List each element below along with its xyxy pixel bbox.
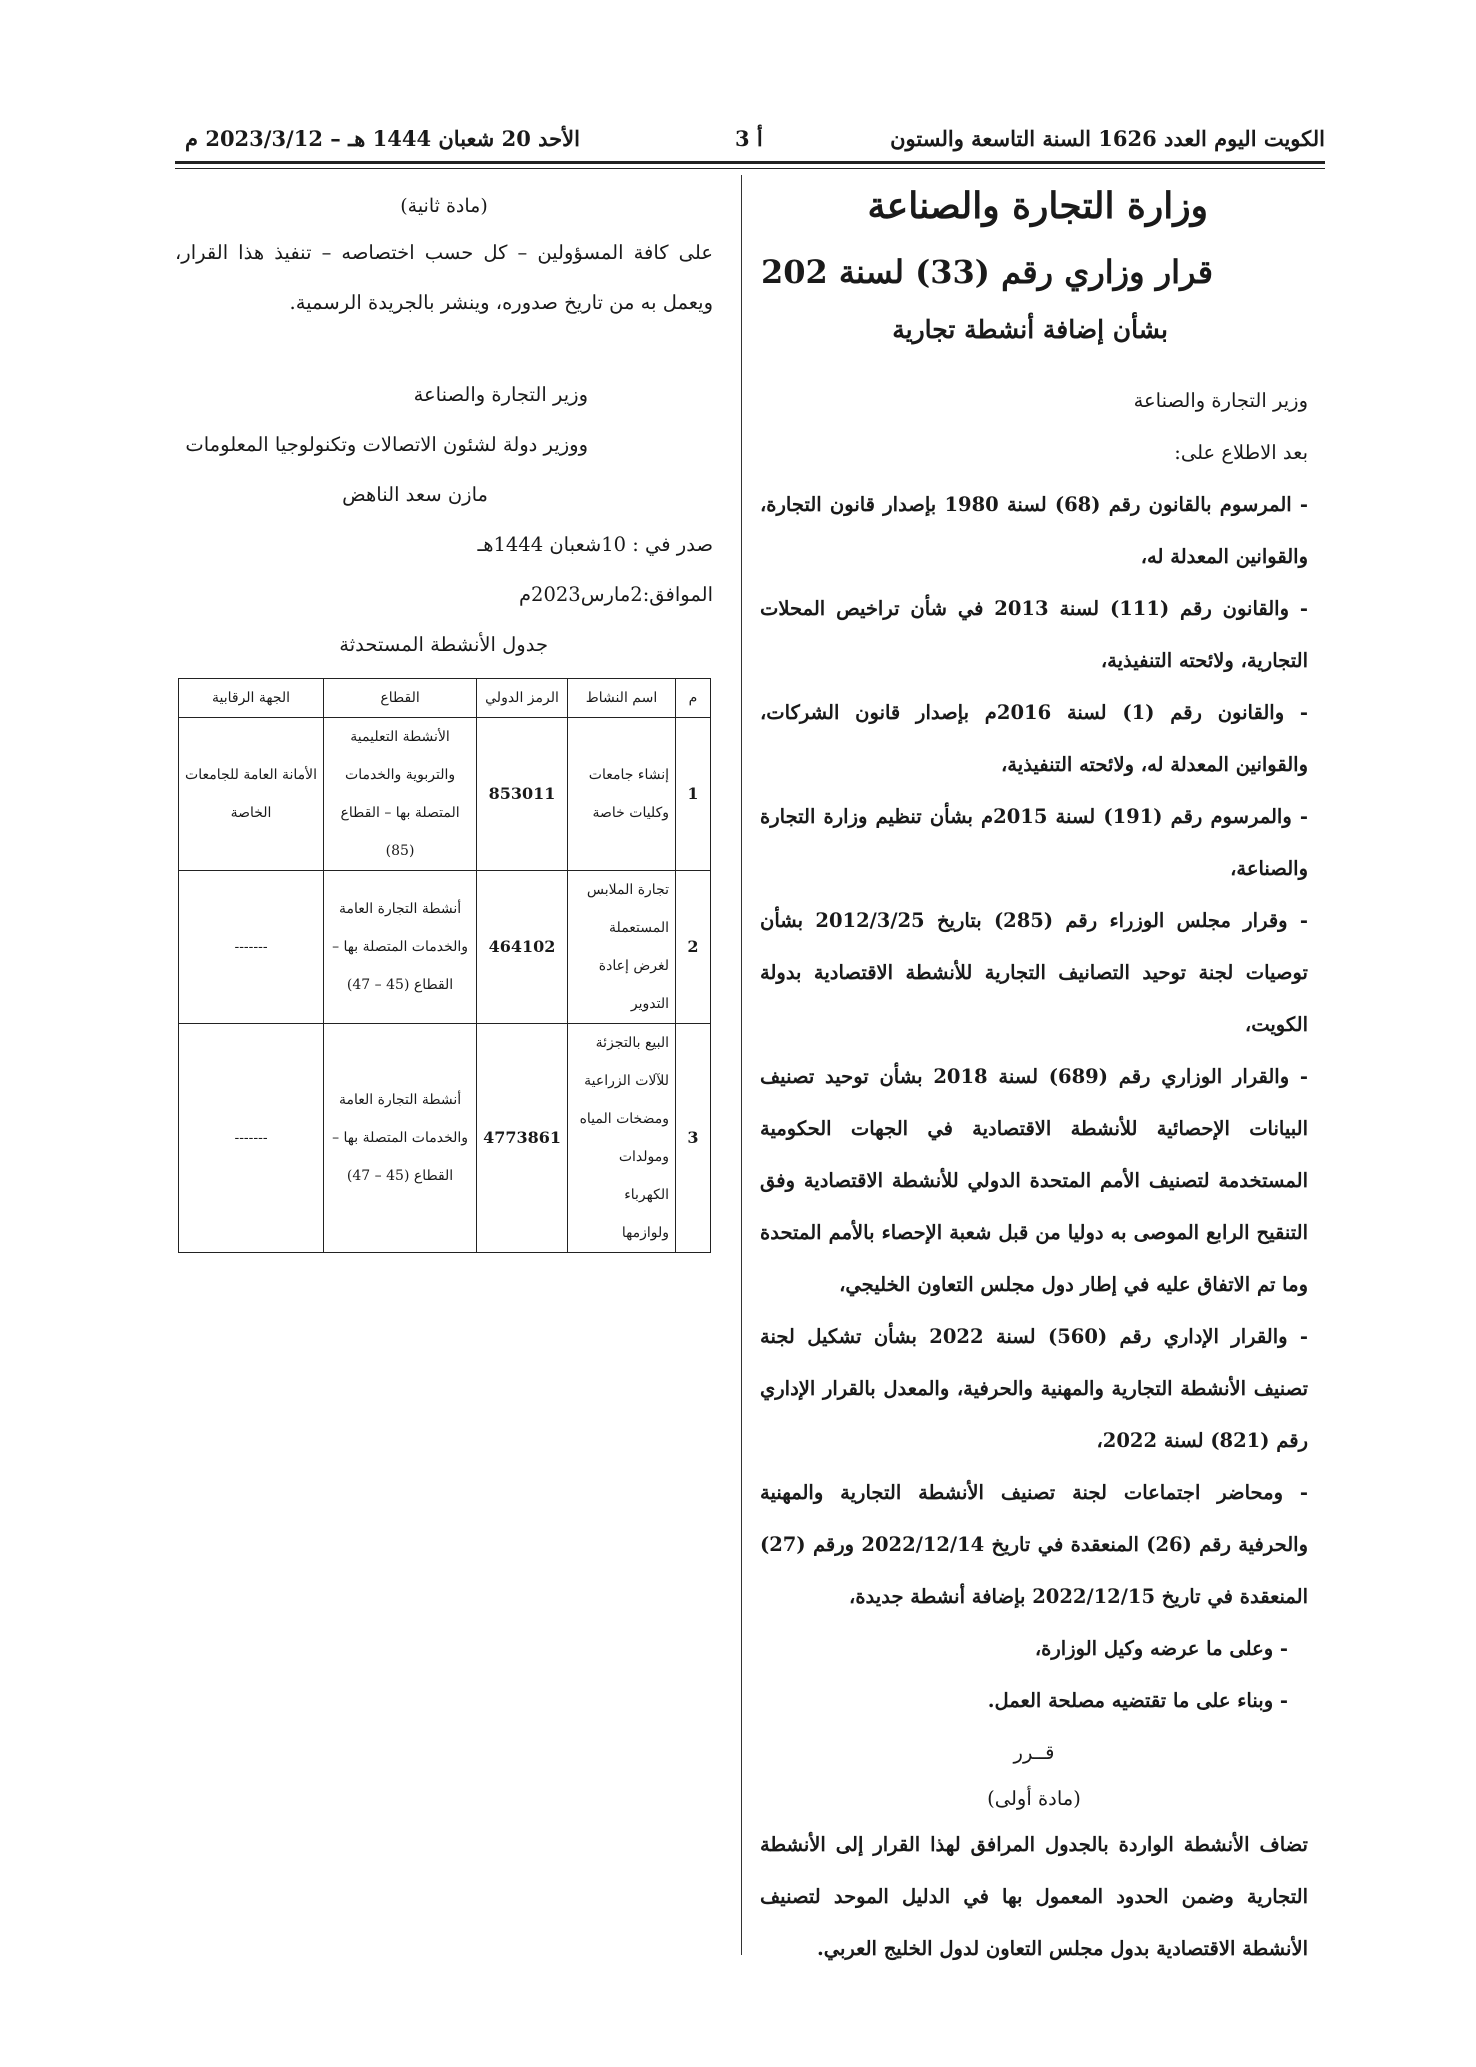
- table-header-cell: القطاع: [324, 679, 477, 718]
- preamble-item: - المرسوم بالقانون رقم (68) لسنة 1980 بإصدار قانون التجارة، والقوانين المعدلة له،: [760, 493, 1308, 568]
- table-header-cell: الرمز الدولي: [477, 679, 568, 718]
- article2-body: على كافة المسؤولين – كل حسب اختصاصه – تنفيذ هذا القرار، ويعمل به من تاريخ صدوره، وينشر بالجريدة الرسمية.: [175, 241, 713, 314]
- preamble-item: - والقانون رقم (111) لسنة 2013 في شأن تراخيص المحلات التجارية، ولائحته التنفيذية،: [760, 597, 1308, 672]
- preamble-item: - وعلى ما عرضه وكيل الوزارة،: [1034, 1637, 1288, 1660]
- preamble-item: - وقرار مجلس الوزراء رقم (285) بتاريخ 2012/3/25 بشأن توصيات لجنة توحيد التصانيف التجارية للأنشطة الاقتصادية بدولة الكويت،: [760, 909, 1309, 1036]
- preamble-item: - ومحاضر اجتماعات لجنة تصنيف الأنشطة التجارية والمهنية والحرفية رقم (26) المنعقدة في تاريخ 2022/12/14 ورقم (27) المنعقدة في تاريخ 2022/12/15 بإضافة أنشطة جديدة،: [760, 1481, 1308, 1608]
- table-title: جدول الأنشطة المستحدثة: [339, 633, 548, 656]
- activity-code: 853011: [477, 718, 568, 871]
- minister-line: وزير التجارة والصناعة: [1133, 389, 1308, 412]
- preamble-item: - والقرار الوزاري رقم (689) لسنة 2018 بشأن توحيد تصنيف البيانات الإحصائية للأنشطة الاقتصادية في الجهات الحكومية المستخدمة لتصنيف الأمم المتحدة الدولي للأنشطة الاقتصادية وفق التنقيح الرابع الموصى به دوليا من قبل شعبة الإحصاء بالأمم المتحدة وما تم الاتفاق عليه في إطار دول مجلس التعاون الخليجي،: [760, 1065, 1308, 1296]
- header-rule-thin: [175, 168, 1325, 169]
- row-number: 1: [676, 718, 711, 871]
- table-row: [179, 718, 711, 871]
- table-header-cell: اسم النشاط: [568, 679, 676, 718]
- decree-subject: بشأن إضافة أنشطة تجارية: [892, 315, 1168, 344]
- decree-title: قرار وزاري رقم (33) لسنة 202: [760, 253, 1213, 291]
- corresponding-date: الموافق:2مارس2023م: [518, 583, 713, 606]
- decided-heading: قــرر: [1013, 1741, 1055, 1764]
- header-date: الأحد 20 شعبان 1444 هـ – 2023/3/12 م: [185, 126, 580, 151]
- preamble-item: - وبناء على ما تقتضيه مصلحة العمل.: [987, 1689, 1288, 1712]
- activity-name: تجارة الملابس المستعملة لغرض إعادة التدوير: [568, 871, 676, 1024]
- header-rule-thick: [175, 161, 1325, 164]
- signature-title-1: وزير التجارة والصناعة: [413, 383, 588, 406]
- page-header: [175, 118, 1325, 160]
- row-number: 3: [676, 1024, 711, 1253]
- signature-title-2: ووزير دولة لشئون الاتصالات وتكنولوجيا المعلومات: [185, 433, 588, 456]
- regulatory-body: -------: [179, 1024, 324, 1253]
- activity-name: البيع بالتجزئة للآلات الزراعية ومضخات المياه ومولدات الكهرباء ولوازمها: [568, 1024, 676, 1253]
- activity-sector: الأنشطة التعليمية والتربوية والخدمات المتصلة بها – القطاع (85): [324, 718, 477, 871]
- preamble-item: - والقانون رقم (1) لسنة 2016م بإصدار قانون الشركات، والقوانين المعدلة له، ولائحته التنفيذية،: [760, 701, 1308, 776]
- column-divider: [741, 175, 742, 1955]
- after-review-line: بعد الاطلاع على:: [1174, 441, 1308, 464]
- activity-sector: أنشطة التجارة العامة والخدمات المتصلة بها – القطاع (45 – 47): [324, 871, 477, 1024]
- table-header-cell: الجهة الرقابية: [179, 679, 324, 718]
- article1-body: تضاف الأنشطة الواردة بالجدول المرافق لهذا القرار إلى الأنشطة التجارية وضمن الحدود المعمول بها في الدليل الموحد لتصنيف الأنشطة الاقتصادية بدول مجلس التعاون لدول الخليج العربي.: [760, 1833, 1308, 1960]
- ministry-heading: وزارة التجارة والصناعة: [867, 185, 1208, 227]
- article1-title: (مادة أولى): [987, 1787, 1081, 1810]
- table-header-row: [179, 679, 711, 718]
- activity-sector: أنشطة التجارة العامة والخدمات المتصلة بها – القطاع (45 – 47): [324, 1024, 477, 1253]
- activity-name: إنشاء جامعات وكليات خاصة: [568, 718, 676, 871]
- preamble-item: - والمرسوم رقم (191) لسنة 2015م بشأن تنظيم وزارة التجارة والصناعة،: [760, 805, 1308, 880]
- table-row: [179, 871, 711, 1024]
- right-column: [760, 180, 1308, 1975]
- left-column: [175, 180, 713, 670]
- regulatory-body: الأمانة العامة للجامعات الخاصة: [179, 718, 324, 871]
- activity-code: 4773861: [477, 1024, 568, 1253]
- signature-name: مازن سعد الناهض: [342, 483, 488, 506]
- header-gazette-issue: الكويت اليوم العدد 1626 السنة التاسعة والستون: [890, 126, 1325, 151]
- row-number: 2: [676, 871, 711, 1024]
- table-row: [179, 1024, 711, 1253]
- activity-code: 464102: [477, 871, 568, 1024]
- regulatory-body: -------: [179, 871, 324, 1024]
- article2-title: (مادة ثانية): [400, 195, 488, 217]
- activities-table: [178, 678, 711, 1253]
- table-header-cell: م: [676, 679, 711, 718]
- issued-date: صدر في : 10شعبان 1444هـ: [477, 533, 713, 556]
- header-page-number: أ 3: [735, 126, 763, 151]
- preamble-item: - والقرار الإداري رقم (560) لسنة 2022 بشأن تشكيل لجنة تصنيف الأنشطة التجارية والمهنية والحرفية، والمعدل بالقرار الإداري رقم (821) لسنة 2022،: [760, 1325, 1308, 1452]
